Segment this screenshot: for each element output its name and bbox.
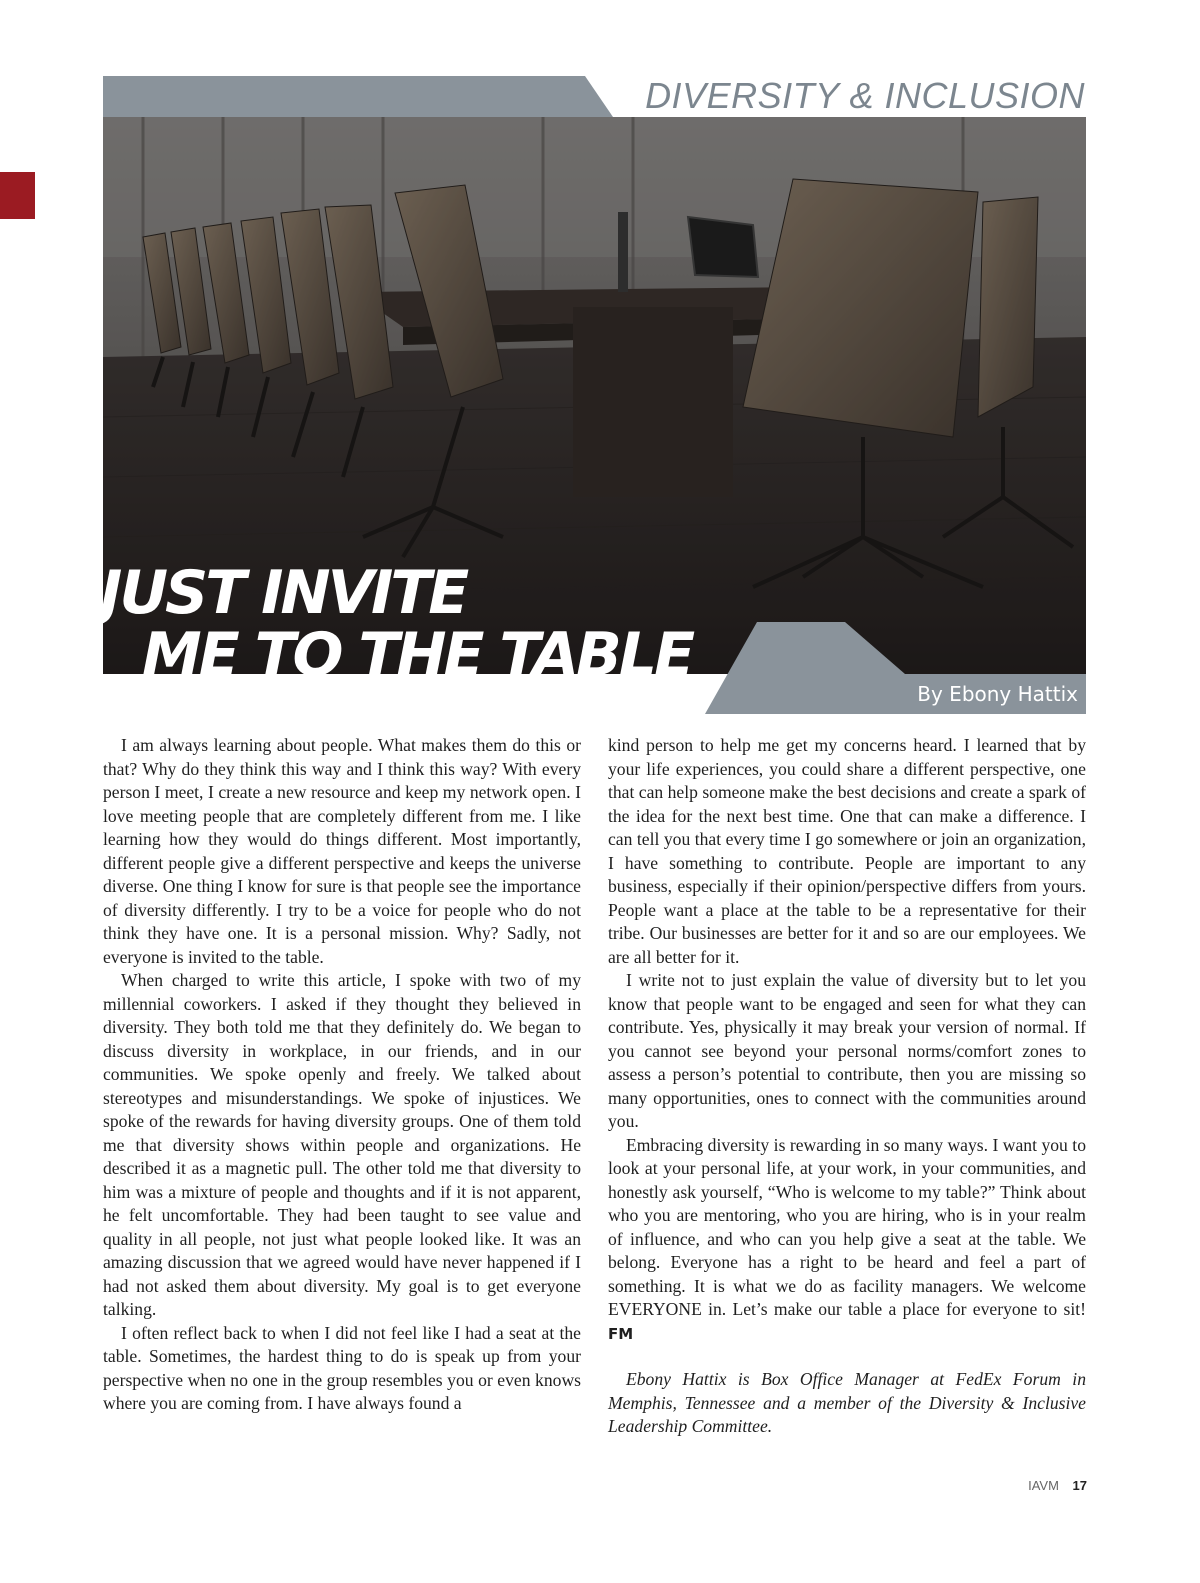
paragraph: I write not to just explain the value of diversity but to let you know that people want to be engaged and seen for what they can contribute. Yes, physically it may break your version of normal. If you cannot see beyond your personal norms/comfort zones to assess a person’s potential to contribute, then you are missing so many opportunities, ones to connect with the communities around you. <box>608 970 1086 1131</box>
publication-name: IAVM <box>1028 1478 1059 1493</box>
page-footer <box>1028 1478 1087 1493</box>
headline-line-2: ME TO THE TABLE <box>142 620 693 690</box>
section-color-tab <box>0 172 35 219</box>
paragraph-text: Embracing diversity is rewarding in so many ways. I want you to look at your personal life, at your work, in your communities, and honestly ask yourself, “Who is welcome to my table?” Think about who you are mentoring, who you are hiring, who is in your realm of influence, and who can you help give a seat at the table. We belong. Everyone has a right to be heard and feel a part of something. It is what we do as facility managers. We welcome EVERYONE in. Let’s make our table a place for everyone to sit! <box>608 1134 1086 1319</box>
paragraph: I am always learning about people. What makes them do this or that? Why do they think this way and I think this way? With every person I meet, I create a new resource and keep my network open. I love meeting people that are completely different from me. I like learning how they would do things different. Most importantly, different people give a different perspective and keeps the universe diverse. One thing I know for sure is that people see the importance of diversity differently. I try to be a voice for people who do not think they have one. It is a personal mission. Why? Sadly, not everyone is invited to the table. <box>103 735 581 967</box>
author-bio: Ebony Hattix is Box Office Manager at FedEx Forum in Memphis, Tennessee and a member of the Diversity & Inclusive Leadership Committee. <box>608 1369 1086 1436</box>
paragraph-continuation: kind person to help me get my concerns heard. I learned that by your life experiences, you could share a different perspective, one that can help someone make the best decisions and create a spark of the idea for the next best time. One that can make a difference. I can tell you that every time I go somewhere or join an organization, I have something to contribute. People are important to any business, especially if their opinion/perspective differs from yours. People want a place at the table to be a representative for their tribe. Our businesses are better for it and so are our employees. We are all better for it. <box>608 735 1086 967</box>
left-column <box>103 734 581 1416</box>
headline-line-1: JUST INVITE <box>100 558 467 628</box>
end-mark: FM <box>608 1324 634 1343</box>
paragraph: When charged to write this article, I spoke with two of my millennial coworkers. I asked if they thought they believed in diversity. They both told me that they definitely do. We began to discuss diversity in workplace, in our friends, and in our communities. We spoke openly and freely. We talked about stereotypes and misunderstandings. We spoke of injustices. We spoke of the rewards for having diversity groups. One of them told me that diversity shows within people and organizations. He described it as a magnetic pull. The other told me that diversity to him was a mixture of people and thoughts and if it is not apparent, he felt uncomfortable. They had been taught to see value and quality in all people, not just what people looked like. It was an amazing discussion that we agreed would have never happened if I had not asked them about diversity. My goal is to get everyone talking. <box>103 970 581 1319</box>
right-column <box>608 734 1086 1439</box>
author-byline: By Ebony Hattix <box>917 682 1078 706</box>
page-number: 17 <box>1072 1478 1087 1493</box>
paragraph-final <box>608 1134 1086 1347</box>
section-label: DIVERSITY & INCLUSION <box>645 75 1085 116</box>
header-band <box>103 76 613 117</box>
paragraph: I often reflect back to when I did not feel like I had a seat at the table. Sometimes, the hardest thing to do is speak up from your perspective when no one in the group resembles you or even knows where you are coming from. I have always found a <box>103 1322 581 1413</box>
article-headline <box>100 558 693 690</box>
